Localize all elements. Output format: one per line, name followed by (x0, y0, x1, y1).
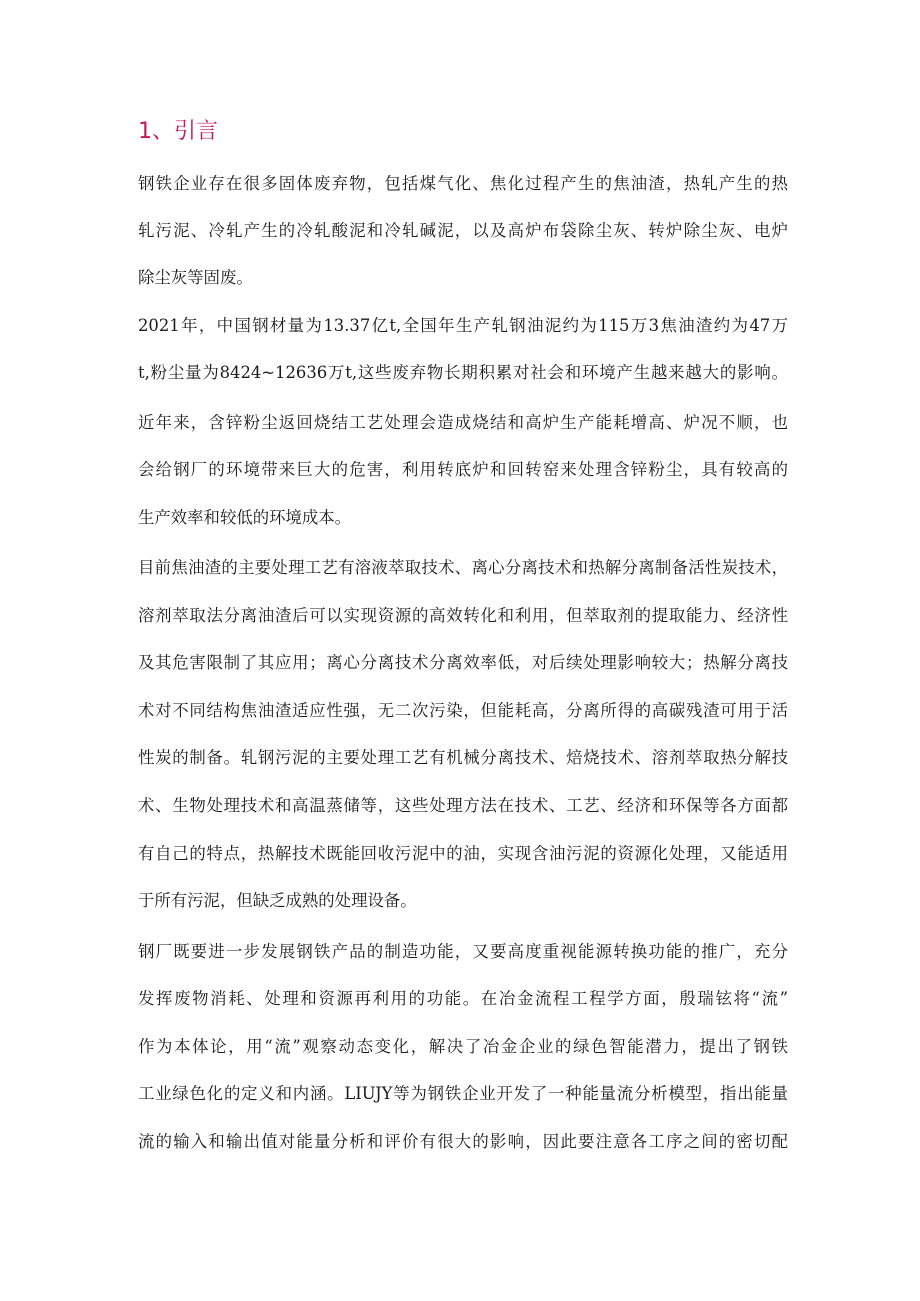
text-line: 2021年，中国钢材量为13.37亿t,全国年生产轧钢油泥约为115万3焦油渣约为47万 (138, 316, 788, 335)
text-line: 溶剂萃取法分离油渣后可以实现资源的高效转化和利用，但萃取剂的提取能力、经济性 (138, 606, 788, 625)
text-line: 于所有污泥，但缺乏成熟的处理设备。 (138, 891, 417, 910)
text-line: 除尘灰等固废。 (138, 268, 253, 287)
text-line: 术、生物处理技术和高温蒸储等，这些处理方法在技术、工艺、经济和环保等各方面都 (138, 796, 788, 815)
text-line: t,粉尘量为8424~12636万t,这些废弃物长期积累对社会和环境产生越来越大的影响。 (138, 363, 788, 382)
text-line: 目前焦油渣的主要处理工艺有溶液萃取技术、离心分离技术和热解分离制备活性炭技术， (138, 558, 788, 577)
section-heading: 1、引言 (138, 119, 218, 144)
text-line: 性炭的制备。轧钢污泥的主要处理工艺有机械分离技术、焙烧技术、溶剂萃取热分解技 (138, 748, 788, 767)
text-line: 钢铁企业存在很多固体废弃物，包括煤气化、焦化过程产生的焦油渣，热轧产生的热 (138, 174, 788, 193)
text-line: 有自己的特点，热解技术既能回收污泥中的油，实现含油污泥的资源化处理，又能适用 (138, 844, 788, 863)
text-line: 工业绿色化的定义和内涵。LIUJY等为钢铁企业开发了一种能量流分析模型，指出能量 (138, 1084, 788, 1103)
text-line: 发挥废物消耗、处理和资源再利用的功能。在冶金流程工程学方面，殷瑞铉将“流” (138, 989, 788, 1008)
text-line: 轧污泥、冷轧产生的冷轧酸泥和冷轧碱泥，以及高炉布袋除尘灰、转炉除尘灰、电炉 (138, 221, 788, 240)
text-line: 近年来，含锌粉尘返回烧结工艺处理会造成烧结和高炉生产能耗增高、炉况不顺，也 (138, 413, 788, 432)
text-line: 及其危害限制了其应用；离心分离技术分离效率低，对后续处理影响较大；热解分离技 (138, 653, 788, 672)
text-line: 术对不同结构焦油渣适应性强，无二次污染，但能耗高，分离所得的高碳残渣可用于活 (138, 701, 788, 720)
text-line: 钢厂既要进一步发展钢铁产品的制造功能，又要高度重视能源转换功能的推广，充分 (138, 942, 788, 961)
text-line: 流的输入和输出值对能量分析和评价有很大的影响，因此要注意各工序之间的密切配 (138, 1132, 788, 1151)
text-line: 会给钢厂的环境带来巨大的危害，利用转底炉和回转窑来处理含锌粉尘，具有较高的 (138, 460, 788, 479)
text-line: 生产效率和较低的环境成本。 (138, 508, 352, 527)
text-line: 作为本体论，用“流”观察动态变化，解决了冶金企业的绿色智能潜力，提出了钢铁 (138, 1037, 788, 1056)
